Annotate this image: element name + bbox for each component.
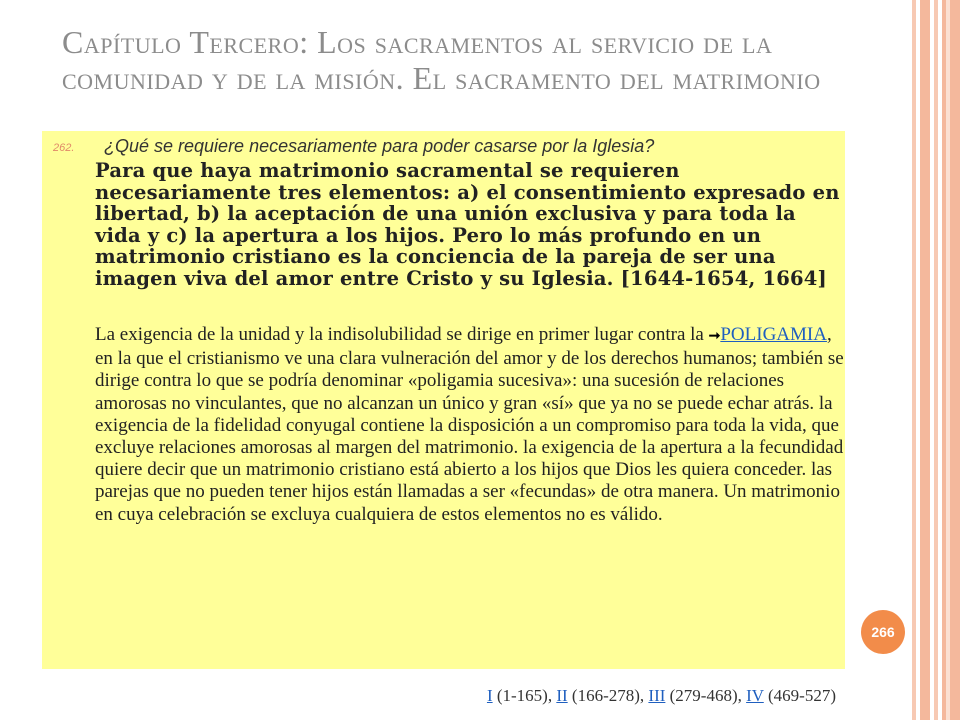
part-ii-link[interactable]: II <box>556 686 568 705</box>
right-arrow-icon: ➞ <box>708 329 721 344</box>
commentary-text <box>95 324 845 526</box>
part-iv-link[interactable]: IV <box>746 686 764 705</box>
page-number-badge: 266 <box>861 610 905 654</box>
answer-text: Para que haya matrimonio sacramental se requieren necesariamente tres elementos: a) el consentimiento expresado en libertad, b) la aceptación de una unión exclusiva y para toda la vida y c) la apertura a los hijos. Pero lo más profundo en un matrimonio cristiano es la conciencia de la pareja de ser una imagen viva del amor entre Cristo y su Iglesia. [1644-1654, 1664] <box>95 159 840 290</box>
commentary-part2: , en la que el cristianismo ve una clara vulneración del amor y de los derechos humanos; también se dirige contra lo que se podría denominar «poligamia sucesiva»: una sucesión de relaciones amorosas no vinculantes, que no alcanzan un único y gran «sí» que ya no se puede echar atrás. la exigencia de la fidelidad conyugal contiene la disposición a un compromiso para toda la vida, que excluye relaciones amorosas al margen del matrimonio. la exigencia de la apertura a la fecundidad quiere decir que un matrimonio cristiano está abierto a los hijos que Dios les quiera conceder. las parejas que no pueden tener hijos están llamadas a ser «fecundas» de otra manera. Un matrimonio en cuya celebración se excluya cualquiera de estos elementos no es válido. <box>95 324 844 525</box>
decorative-stripes <box>912 0 960 720</box>
part-i-link[interactable]: I <box>486 686 493 705</box>
part-i-range: (1-165) <box>496 686 548 705</box>
poligamia-link[interactable]: POLIGAMIA <box>720 324 827 345</box>
stripe <box>946 0 950 720</box>
footer-parts-nav <box>487 686 836 706</box>
separator: , <box>547 686 557 705</box>
stripe <box>920 0 930 720</box>
part-iii-link[interactable]: III <box>648 686 666 705</box>
separator: , <box>639 686 649 705</box>
commentary-part1: La exigencia de la unidad y la indisolubilidad se dirige en primer lugar contra la <box>95 324 709 345</box>
stripe <box>912 0 916 720</box>
part-ii-range: (166-278) <box>571 686 640 705</box>
part-iv-range: (469-527) <box>768 686 836 705</box>
part-iii-range: (279-468) <box>669 686 738 705</box>
stripe <box>942 0 960 720</box>
question-number: 262. <box>53 142 75 154</box>
slide-title: Capítulo Tercero: Los sacramentos al servicio de la comunidad y de la misión. El sacramento del matrimonio <box>62 24 821 96</box>
stripe <box>934 0 938 720</box>
question-text: ¿Qué se requiere necesariamente para poder casarse por la Iglesia? <box>104 136 655 156</box>
separator: , <box>737 686 747 705</box>
